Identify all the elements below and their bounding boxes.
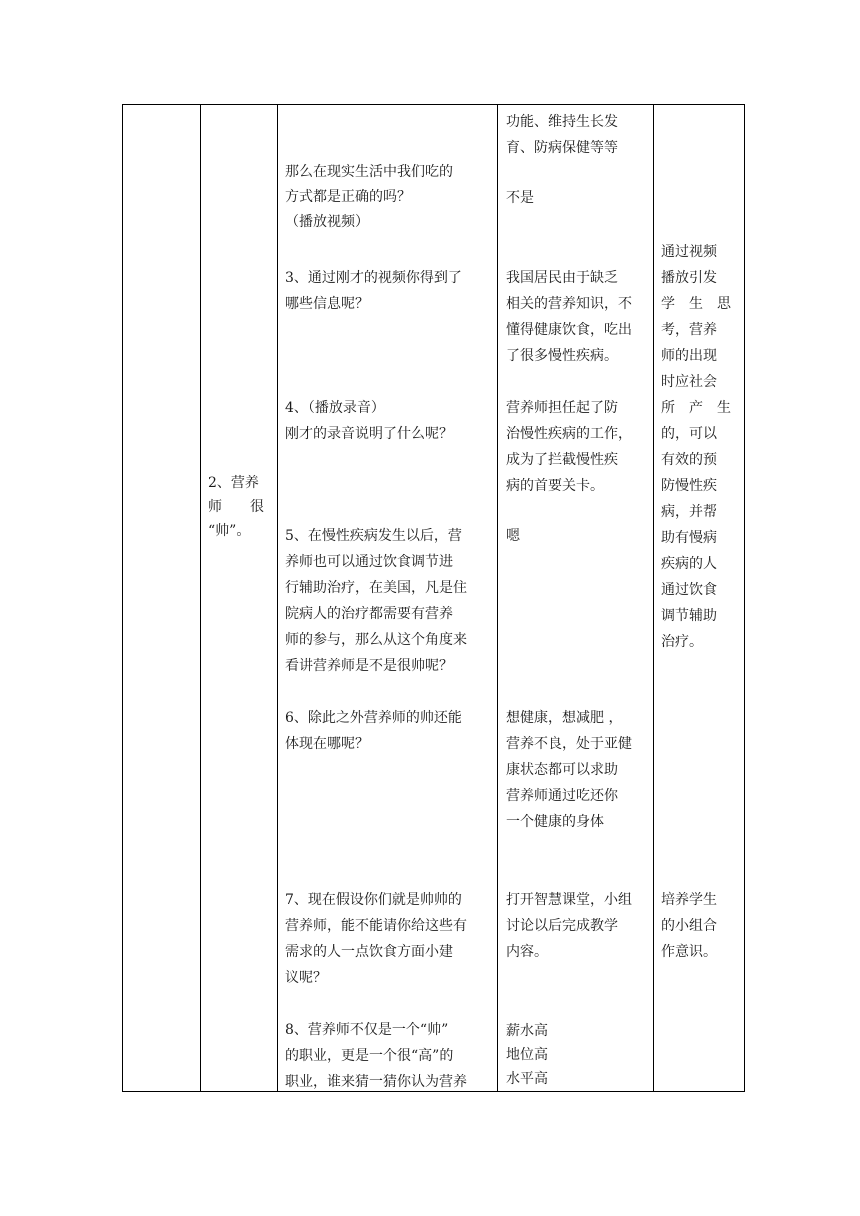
- text-line: 6、除此之外营养师的帅还能: [285, 710, 462, 726]
- text-line: 嗯: [506, 528, 520, 544]
- heading-line: “帅”。: [208, 523, 251, 539]
- text-line: 的小组合: [661, 918, 717, 934]
- text-line: 营养师担任起了防: [506, 400, 618, 416]
- teacher-block-3: [285, 395, 493, 447]
- text-line: 地位高: [506, 1047, 548, 1063]
- teacher-block-4: [285, 523, 493, 679]
- text-line: 不是: [506, 190, 534, 206]
- text-line: 培养学生: [661, 892, 717, 908]
- student-block-7: [506, 887, 646, 965]
- text-line: 议呢？: [285, 970, 327, 986]
- intent-block-1: [661, 239, 733, 655]
- text-line: 成为了拦截慢性疾: [506, 452, 618, 468]
- text-line: 有效的预: [661, 452, 717, 468]
- text-line: 时应社会: [661, 374, 717, 390]
- student-activity-cell: [497, 105, 653, 1091]
- text-line: 哪些信息呢？: [285, 296, 369, 312]
- teacher-block-7: [285, 1017, 493, 1095]
- text-line: 病，并帮: [661, 504, 717, 520]
- text-line: 通过饮食: [661, 582, 717, 598]
- lesson-table: [122, 104, 745, 1092]
- text-line: 师的出现: [661, 348, 717, 364]
- text-line: 职业，谁来猜一猜你认为营养: [285, 1074, 467, 1090]
- teacher-activity-cell: [277, 105, 497, 1091]
- text-line: 讨论以后完成教学: [506, 918, 618, 934]
- text-line: 学 生 思: [661, 296, 731, 312]
- text-line: 我国居民由于缺乏: [506, 270, 618, 286]
- text-line: 育、防病保健等等: [506, 140, 618, 156]
- text-line: 4、（播放录音）: [285, 400, 385, 416]
- intent-block-2: [661, 887, 733, 965]
- text-line: 考，营养: [661, 322, 717, 338]
- teacher-block-6: [285, 887, 493, 991]
- text-line: 助有慢病: [661, 530, 717, 546]
- text-line: 养师也可以通过饮食调节进: [285, 554, 453, 570]
- text-line: 治疗。: [661, 634, 703, 650]
- text-line: 刚才的录音说明了什么呢？: [285, 426, 453, 442]
- text-line: 想健康，想减肥 ，: [506, 710, 623, 726]
- student-block-8: [506, 1019, 646, 1091]
- text-line: 打开智慧课堂，小组: [506, 892, 632, 908]
- section-heading-cell: [200, 105, 277, 1091]
- text-line: 需求的人一点饮食方面小建: [285, 944, 453, 960]
- student-block-3: [506, 265, 646, 369]
- text-line: 营养不良，处于亚健: [506, 736, 632, 752]
- text-line: 8、营养师不仅是一个“帅”: [285, 1022, 449, 1038]
- text-line: 内容。: [506, 944, 548, 960]
- text-line: 5、在慢性疾病发生以后，营: [285, 528, 462, 544]
- text-line: 通过视频: [661, 244, 717, 260]
- teacher-block-5: [285, 705, 493, 757]
- text-line: 体现在哪呢？: [285, 736, 369, 752]
- text-line: 防慢性疾: [661, 478, 717, 494]
- student-block-1: [506, 109, 646, 161]
- text-line: 的，可以: [661, 426, 717, 442]
- text-line: 疾病的人: [661, 556, 717, 572]
- text-line: 看讲营养师是不是很帅呢？: [285, 658, 453, 674]
- text-line: 薪水高: [506, 1023, 548, 1039]
- text-line: 3、通过刚才的视频你得到了: [285, 270, 462, 286]
- teacher-block-1: [285, 160, 493, 235]
- text-line: 播放引发: [661, 270, 717, 286]
- text-line: 那么在现实生活中我们吃的: [285, 164, 453, 180]
- text-line: 懂得健康饮食，吃出: [506, 322, 632, 338]
- heading-line: 师 很: [208, 499, 264, 515]
- text-line: 水平高: [506, 1071, 548, 1087]
- column-1-cell: [123, 105, 200, 1091]
- text-line: 方式都是正确的吗？: [285, 189, 411, 205]
- text-line: 了很多慢性疾病。: [506, 348, 618, 364]
- text-line: 一个健康的身体: [506, 814, 604, 830]
- text-line: 调节辅助: [661, 608, 717, 624]
- text-line: 治慢性疾病的工作，: [506, 426, 632, 442]
- text-line: 营养师，能不能请你给这些有: [285, 918, 467, 934]
- heading-line: 2、营养: [208, 475, 259, 491]
- text-line: 功能、维持生长发: [506, 114, 618, 130]
- text-line: （播放视频）: [285, 214, 369, 230]
- text-line: 作意识。: [661, 944, 717, 960]
- text-line: 的职业，更是一个很“高”的: [285, 1048, 454, 1064]
- student-block-2: [506, 185, 646, 211]
- text-line: 7、现在假设你们就是帅帅的: [285, 892, 462, 908]
- text-line: 康状态都可以求助: [506, 762, 618, 778]
- text-line: 师的参与，那么从这个角度来: [285, 632, 467, 648]
- text-line: 行辅助治疗，在美国，凡是住: [285, 580, 467, 596]
- student-block-6: [506, 705, 646, 835]
- text-line: 相关的营养知识，不: [506, 296, 632, 312]
- section-heading: [208, 471, 270, 543]
- text-line: 院病人的治疗都需要有营养: [285, 606, 453, 622]
- text-line: 病的首要关卡。: [506, 478, 604, 494]
- student-block-5: [506, 523, 646, 549]
- design-intent-cell: [653, 105, 744, 1091]
- student-block-4: [506, 395, 646, 499]
- text-line: 营养师通过吃还你: [506, 788, 618, 804]
- text-line: 所 产 生: [661, 400, 731, 416]
- teacher-block-2: [285, 265, 493, 317]
